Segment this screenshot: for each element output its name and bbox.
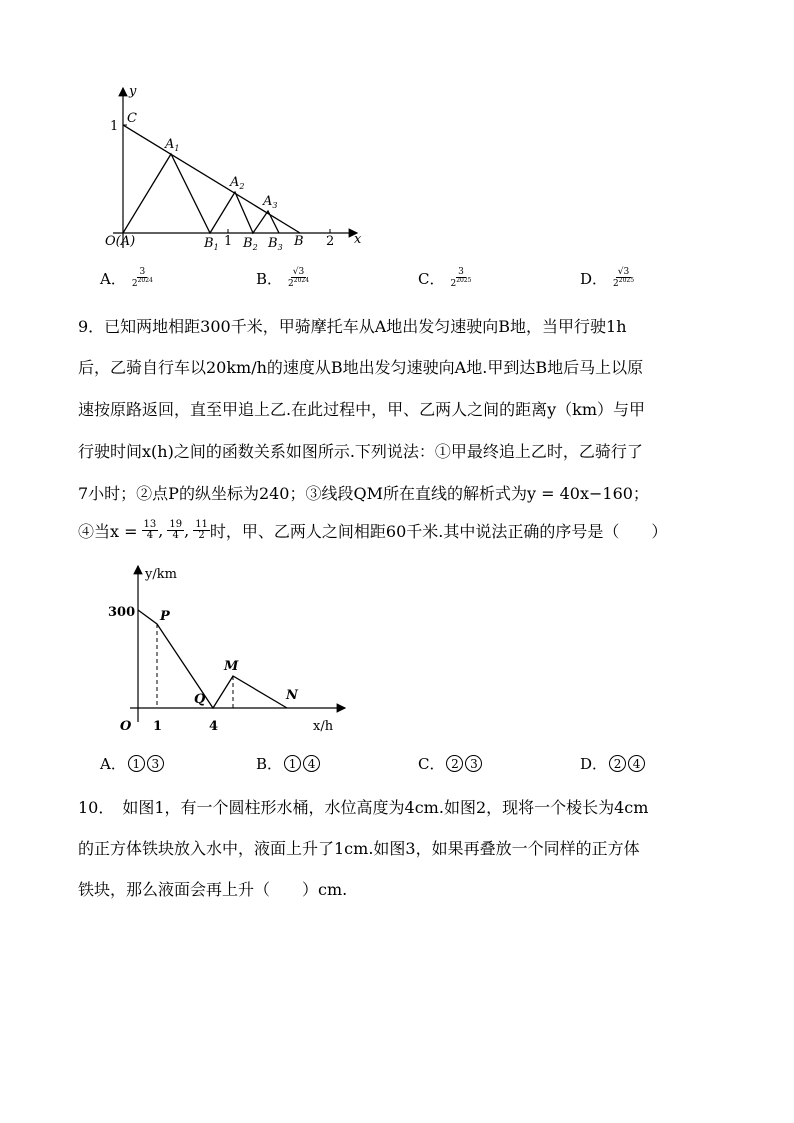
- label-b1: $B_1$: [204, 236, 219, 252]
- option-letter: A．: [100, 755, 126, 773]
- label-b: B: [294, 234, 304, 249]
- circled-number: 2: [446, 755, 463, 772]
- q10-line-2: 的正方体铁块放入水中，液面上升了1cm.如图3，如果再叠放一个同样的正方体: [78, 839, 640, 858]
- q10-line-3: 铁块，那么液面会再上升（ ）cm.: [78, 880, 348, 899]
- option-letter: B．: [256, 755, 283, 773]
- fraction-13-4: $\frac{13}{4}$: [143, 518, 157, 541]
- fraction-denominator: $2^{2024}$: [131, 277, 153, 290]
- figure-2: [100, 560, 350, 740]
- y-axis-label: y/km: [145, 567, 177, 582]
- q8-option-d[interactable]: [580, 268, 636, 290]
- label-a3: $A_3$: [263, 194, 278, 210]
- circled-number: 3: [465, 755, 482, 772]
- label-origin: O(A): [105, 234, 136, 249]
- option-letter: A．: [100, 270, 126, 289]
- label-m: M: [224, 659, 239, 674]
- q8-option-b[interactable]: [256, 268, 311, 290]
- fraction-denominator: $2^{2024}$: [288, 277, 310, 290]
- fraction-numerator: 3: [139, 267, 146, 277]
- q9-line-2: 后，乙骑自行车以20km/h的速度从B地出发匀速驶向A地.甲到达B地后马上以原: [78, 358, 644, 377]
- label-tick-2: 2: [326, 234, 335, 249]
- circled-number: 4: [628, 755, 645, 772]
- circled-number: 1: [284, 755, 301, 772]
- label-b3: $B_3$: [268, 236, 283, 252]
- q9-option-c[interactable]: [418, 753, 482, 774]
- fraction-numerator: √3: [617, 267, 630, 277]
- q8-option-c[interactable]: [418, 268, 474, 290]
- circled-number: 4: [303, 755, 320, 772]
- q8-option-a[interactable]: [100, 268, 155, 290]
- circled-number: 2: [609, 755, 626, 772]
- fraction-19-4: $\frac{19}{4}$: [169, 518, 183, 541]
- option-letter: D．: [580, 755, 608, 773]
- q9-line-6-prefix: ④当x =: [78, 522, 138, 541]
- fraction: [448, 268, 473, 290]
- label-a2: $A_2$: [230, 175, 245, 191]
- q9-option-b[interactable]: [256, 753, 320, 774]
- figure-1: [95, 80, 375, 255]
- circled-number: 1: [128, 755, 145, 772]
- fraction-11-2: $\frac{11}{2}$: [195, 518, 208, 541]
- label-300: 300: [108, 605, 136, 620]
- y-axis-label: y: [129, 84, 137, 99]
- option-letter: B．: [256, 270, 283, 289]
- fraction: [611, 268, 636, 290]
- x-axis-label: x: [354, 232, 362, 247]
- label-1-y: 1: [110, 119, 119, 134]
- label-c: C: [127, 111, 137, 126]
- label-n: N: [286, 688, 298, 703]
- circled-number: 3: [147, 755, 164, 772]
- label-4: 4: [209, 719, 219, 734]
- q10-line-1: 10． 如图1，有一个圆柱形水桶，水位高度为4cm.如图2，现将一个棱长为4cm: [78, 798, 649, 817]
- q9-option-d[interactable]: [580, 753, 645, 774]
- label-o: O: [120, 719, 132, 734]
- fraction-denominator: $2^{2025}$: [613, 277, 635, 290]
- q9-line-3: 速按原路返回，直至甲追上乙.在此过程中，甲、乙两人之间的距离y（km）与甲: [78, 400, 645, 419]
- label-tick-1: 1: [224, 234, 233, 249]
- line-cb: [123, 125, 300, 233]
- label-b2: $B_2$: [243, 236, 258, 252]
- fraction-numerator: √3: [292, 267, 305, 277]
- q9-option-a[interactable]: [100, 753, 164, 774]
- fraction-denominator: $2^{2025}$: [450, 277, 472, 290]
- label-1: 1: [153, 719, 163, 734]
- option-letter: C．: [418, 270, 445, 289]
- distance-graph: [138, 610, 287, 708]
- label-p: P: [160, 609, 170, 624]
- q9-line-6-suffix: 时，甲、乙两人之间相距60千米.其中说法正确的序号是（ ）: [209, 522, 668, 541]
- zigzag: [123, 154, 279, 233]
- q9-line-1: 9．已知两地相距300千米，甲骑摩托车从A地出发匀速驶向B地，当甲行驶1h: [78, 317, 627, 336]
- fraction: [130, 268, 155, 290]
- fraction: [286, 268, 311, 290]
- option-letter: C．: [418, 755, 445, 773]
- label-a1: $A_1$: [165, 137, 180, 153]
- x-axis-label: x/h: [313, 719, 334, 734]
- q9-line-4: 行驶时间x(h)之间的函数关系如图所示.下列说法：①甲最终追上乙时，乙骑行了: [78, 442, 643, 461]
- label-q: Q: [194, 692, 206, 707]
- q9-line-6: ④当x = $\frac{13}{4}$ , $\frac{19}{4}$ , $\frac{11}{2}$ 时，甲、乙两人之间相距60千米.其中说法正确的序号是（ ）: [78, 518, 668, 541]
- q9-line-5: 7小时；②点P的纵坐标为240；③线段QM所在直线的解析式为y = 40x−160；: [78, 484, 649, 503]
- fraction-numerator: 3: [458, 267, 464, 277]
- option-letter: D．: [580, 270, 608, 289]
